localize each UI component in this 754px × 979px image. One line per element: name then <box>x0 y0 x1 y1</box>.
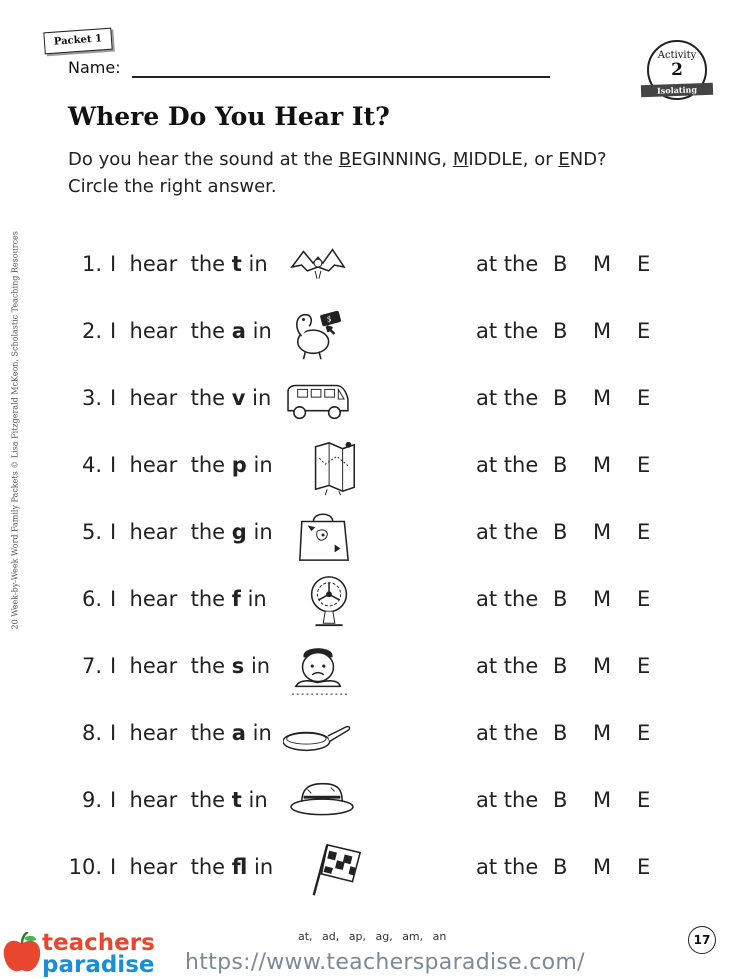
question-row <box>0 839 754 899</box>
at-the-label: at the <box>476 386 539 410</box>
choice-beginning[interactable]: B <box>553 319 568 343</box>
choice-middle[interactable]: M <box>593 252 612 276</box>
question-number: 8. <box>81 721 102 745</box>
bat-icon <box>283 238 353 296</box>
choice-end[interactable]: E <box>637 453 651 477</box>
teachers-paradise-logo[interactable] <box>0 928 160 978</box>
bag-icon <box>289 506 359 564</box>
target-sound: s <box>231 654 245 678</box>
question-number: 7. <box>81 654 102 678</box>
pan-icon <box>283 707 353 765</box>
flag-icon <box>301 841 371 899</box>
choice-end[interactable]: E <box>637 855 651 879</box>
at-the-label: at the <box>476 453 539 477</box>
question-row <box>0 504 754 564</box>
question-number: 5. <box>81 520 102 544</box>
choice-middle[interactable]: M <box>593 654 612 678</box>
van-icon <box>283 372 353 430</box>
question-row <box>0 772 754 832</box>
target-sound: a <box>231 721 246 745</box>
choice-beginning[interactable]: B <box>553 453 568 477</box>
choice-end[interactable]: E <box>637 386 651 410</box>
question-text: I hear the f in <box>110 587 267 611</box>
choice-middle[interactable]: M <box>593 386 612 410</box>
question-text: I hear the g in <box>110 520 273 544</box>
choice-end[interactable]: E <box>637 654 651 678</box>
target-sound: a <box>231 319 246 343</box>
page-title: Where Do You Hear It? <box>68 102 390 131</box>
at-the-label: at the <box>476 319 539 343</box>
price-tag-dinosaur-icon <box>283 305 353 363</box>
target-sound: f <box>231 587 241 611</box>
question-text: I hear the a in <box>110 721 272 745</box>
choice-end[interactable]: E <box>637 319 651 343</box>
hat-icon <box>287 774 357 832</box>
choice-end[interactable]: E <box>637 252 651 276</box>
choice-beginning[interactable]: B <box>553 252 568 276</box>
question-text: I hear the p in <box>110 453 273 477</box>
choice-beginning[interactable]: B <box>553 855 568 879</box>
at-the-label: at the <box>476 520 539 544</box>
site-url[interactable]: https://www.teachersparadise.com/ <box>185 950 585 975</box>
question-number: 3. <box>81 386 102 410</box>
choice-beginning[interactable]: B <box>553 587 568 611</box>
instructions <box>68 146 607 200</box>
choice-beginning[interactable]: B <box>553 520 568 544</box>
apple-icon <box>2 932 42 974</box>
choice-beginning[interactable]: B <box>553 654 568 678</box>
choice-middle[interactable]: M <box>593 319 612 343</box>
name-line[interactable] <box>132 76 550 78</box>
at-the-label: at the <box>476 855 539 879</box>
at-the-label: at the <box>476 587 539 611</box>
question-number: 1. <box>81 252 102 276</box>
question-row <box>0 571 754 631</box>
at-the-label: at the <box>476 252 539 276</box>
name-label: Name: <box>68 58 121 77</box>
target-sound: fl <box>231 855 248 879</box>
target-sound: t <box>231 788 242 812</box>
question-text: I hear the t in <box>110 788 268 812</box>
fan-icon <box>295 573 365 631</box>
page-number: 17 <box>688 926 716 954</box>
side-credit: 20 Week-by-Week Word Family Packets © Lisa Fitzgerald McKeon, Scholastic Teaching Resources <box>10 231 20 630</box>
question-row <box>0 370 754 430</box>
at-the-label: at the <box>476 788 539 812</box>
logo-line-1: teachers <box>42 930 155 956</box>
choice-beginning[interactable]: B <box>553 386 568 410</box>
activity-badge <box>645 40 709 100</box>
word-families: at, ad, ap, ag, am, an <box>298 930 447 943</box>
choice-middle[interactable]: M <box>593 453 612 477</box>
sad-boy-icon <box>283 640 353 698</box>
choice-end[interactable]: E <box>637 721 651 745</box>
question-number: 10. <box>68 855 102 879</box>
at-the-label: at the <box>476 654 539 678</box>
choice-middle[interactable]: M <box>593 587 612 611</box>
question-text: I hear the v in <box>110 386 272 410</box>
activity-number: 2 <box>671 60 683 80</box>
target-sound: p <box>231 453 247 477</box>
choice-end[interactable]: E <box>637 587 651 611</box>
question-text: I hear the s in <box>110 654 271 678</box>
question-row <box>0 303 754 363</box>
svg-text:$: $ <box>326 314 332 324</box>
choice-end[interactable]: E <box>637 788 651 812</box>
target-sound: t <box>231 252 242 276</box>
instructions-line-1: Do you hear the sound at the BEGINNING, MIDDLE, or END? <box>68 149 607 170</box>
question-number: 4. <box>81 453 102 477</box>
at-the-label: at the <box>476 721 539 745</box>
question-row <box>0 705 754 765</box>
choice-end[interactable]: E <box>637 520 651 544</box>
choice-middle[interactable]: M <box>593 721 612 745</box>
target-sound: v <box>231 386 246 410</box>
instructions-line-2: Circle the right answer. <box>68 176 277 197</box>
map-icon <box>297 439 367 497</box>
question-number: 2. <box>81 319 102 343</box>
choice-middle[interactable]: M <box>593 855 612 879</box>
question-text: I hear the t in <box>110 252 268 276</box>
packet-tag: Packet 1 <box>43 28 112 55</box>
question-row <box>0 437 754 497</box>
choice-middle[interactable]: M <box>593 520 612 544</box>
choice-beginning[interactable]: B <box>553 788 568 812</box>
target-sound: g <box>231 520 247 544</box>
question-number: 9. <box>81 788 102 812</box>
logo-line-2: paradise <box>42 952 155 978</box>
choice-middle[interactable]: M <box>593 788 612 812</box>
question-row <box>0 236 754 296</box>
question-text: I hear the a in <box>110 319 272 343</box>
choice-beginning[interactable]: B <box>553 721 568 745</box>
activity-band: Isolating <box>641 83 713 98</box>
question-number: 6. <box>81 587 102 611</box>
question-row <box>0 638 754 698</box>
activity-word: Activity <box>657 50 697 61</box>
question-text: I hear the fl in <box>110 855 274 879</box>
